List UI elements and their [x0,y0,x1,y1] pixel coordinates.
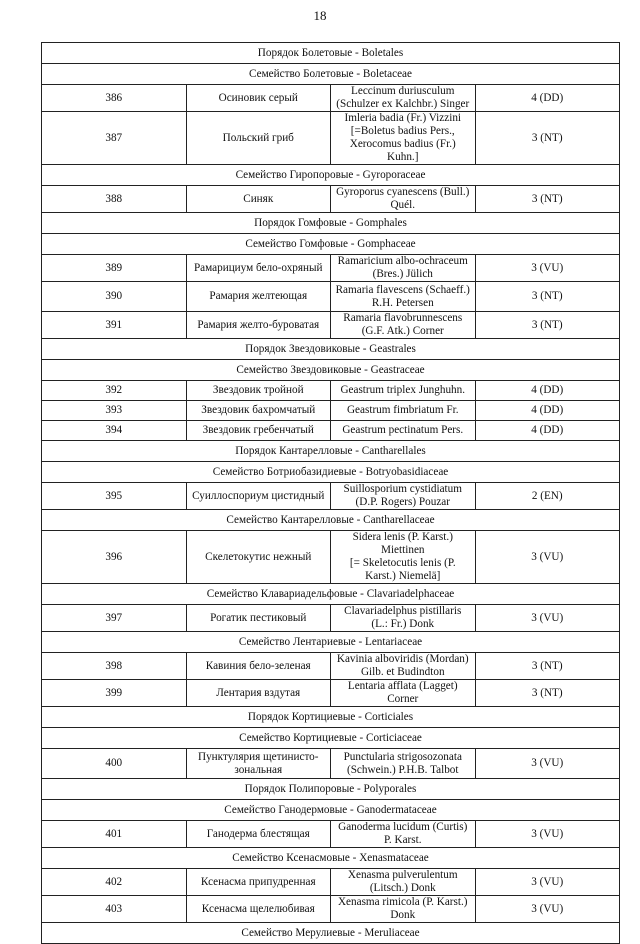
species-number: 387 [42,112,187,165]
species-number: 401 [42,821,187,848]
species-number: 399 [42,680,187,707]
species-status: 3 (VU) [475,749,620,779]
species-latin-name-line: Xerocomus badius (Fr.) Kuhn.] [349,138,456,163]
species-latin-name-line: Suillosporium cystidiatum (D.P. Rogers) Pouzar [343,483,462,508]
taxon-group-row [42,923,620,944]
taxon-group-row [42,165,620,186]
species-latin-name-line: Gyroporus cyanescens (Bull.) Quél. [336,186,470,211]
species-latin-name [331,282,476,312]
species-status: 3 (NT) [475,186,620,213]
species-latin-name [331,401,476,421]
species-latin-name-line: Ramaria flavescens (Schaeff.) [335,283,470,296]
species-row [42,680,620,707]
species-russian-name [186,653,331,680]
species-status: 3 (VU) [475,531,620,584]
taxon-group-title: Семейство Гомфовые - Gomphaceae [42,234,620,255]
species-status: 4 (DD) [475,381,620,401]
taxon-group-title: Семейство Ботриобазидиевые - Botryobasidiaceae [42,462,620,483]
species-latin-name [331,421,476,441]
species-latin-name-line: R.H. Petersen [371,296,434,309]
taxon-group-title: Семейство Мерулиевые - Meruliaceae [42,923,620,944]
species-latin-name-line: Ramaria flavobrunnescens (G.F. Atk.) Corner [343,312,463,337]
species-status: 2 (EN) [475,483,620,510]
species-russian-name-line: Суиллоспориум цистидный [192,489,325,502]
taxon-group-row [42,584,620,605]
species-latin-name [331,312,476,339]
species-latin-name [331,531,476,584]
species-number: 386 [42,85,187,112]
species-number: 394 [42,421,187,441]
species-russian-name-line: Ксенасма припудренная [200,875,316,888]
species-russian-name-line: Осиновик серый [218,91,298,104]
species-status: 3 (NT) [475,680,620,707]
taxon-group-row [42,360,620,381]
species-russian-name-line: Ксенасма щелелюбивая [201,902,315,915]
species-number: 396 [42,531,187,584]
species-latin-name [331,381,476,401]
taxon-group-title: Порядок Полипоровые - Polyporales [42,779,620,800]
species-russian-name-line: Польский гриб [222,131,294,144]
species-latin-name-line: Kavinia alboviridis (Mordan) Gilb. et Budindton [336,653,469,678]
species-number: 400 [42,749,187,779]
species-russian-name [186,401,331,421]
taxon-group-title: Порядок Кортициевые - Corticiales [42,707,620,728]
species-latin-name-line: Xenasma pulverulentum (Litsch.) Donk [347,869,458,894]
species-latin-name [331,680,476,707]
taxon-group-title: Порядок Звездовиковые - Geastrales [42,339,620,360]
species-row [42,821,620,848]
species-latin-name [331,653,476,680]
taxon-group-title: Семейство Звездовиковые - Geastraceae [42,360,620,381]
species-russian-name-line: Ганодерма блестящая [206,827,310,840]
taxon-group-title: Семейство Гиропоровые - Gyroporaceae [42,165,620,186]
species-row [42,605,620,632]
species-latin-name-line: Punctularia strigosozonata (Schwein.) P.H.B. Talbot [343,750,462,776]
species-number: 390 [42,282,187,312]
species-russian-name [186,869,331,896]
taxon-group-row [42,510,620,531]
species-latin-name-line: Imleria badia (Fr.) Vizzini [=Boletus badius Pers., [344,112,462,137]
taxon-group-title: Семейство Лентариевые - Lentariaceae [42,632,620,653]
species-russian-name-line: Рамария желтеющая [209,290,308,302]
species-number: 403 [42,896,187,923]
species-russian-name-line: Рамария желто-буроватая [197,318,320,331]
species-russian-name [186,483,331,510]
species-number: 391 [42,312,187,339]
species-number: 395 [42,483,187,510]
taxon-group-row [42,213,620,234]
species-russian-name-line: Рогатик пестиковый [210,611,307,624]
species-number: 397 [42,605,187,632]
taxon-group-title: Семейство Ганодермовые - Ganodermataceae [42,800,620,821]
species-latin-name [331,821,476,848]
page-number: 18 [313,8,327,23]
species-latin-name-line: Geastrum pectinatum Pers. [342,424,464,436]
species-latin-name [331,255,476,282]
taxon-group-row [42,707,620,728]
species-latin-name [331,483,476,510]
species-row [42,381,620,401]
species-russian-name [186,381,331,401]
species-number: 389 [42,255,187,282]
species-status: 3 (VU) [475,255,620,282]
taxon-group-row [42,43,620,64]
species-russian-name-line: Рамарициум бело-охряный [193,261,323,274]
species-russian-name-line: Лентария вздутая [216,686,301,699]
taxon-group-row [42,441,620,462]
species-row [42,312,620,339]
taxon-group-row [42,779,620,800]
taxon-group-title: Семейство Кантарелловые - Cantharellaceae [42,510,620,531]
species-russian-name [186,186,331,213]
species-latin-name-line: Xenasma rimicola (P. Karst.) Donk [337,896,468,921]
species-status: 3 (VU) [475,821,620,848]
species-latin-name [331,112,476,165]
species-row [42,653,620,680]
species-russian-name-line: Кавиния бело-зеленая [205,659,311,672]
species-russian-name-line: Пунктулярия щетинисто- [198,750,319,763]
species-row [42,186,620,213]
species-row [42,749,620,779]
species-russian-name-line: Звездовик тройной [212,384,304,396]
taxon-group-row [42,462,620,483]
species-number: 402 [42,869,187,896]
taxon-group-title: Семейство Болетовые - Boletaceae [42,64,620,85]
species-latin-name-line: [= Skeletocutis lenis (P. Karst.) Niemelä] [349,557,456,582]
species-latin-name [331,869,476,896]
species-status: 3 (NT) [475,312,620,339]
species-latin-name-line: Geastrum fimbriatum Fr. [346,404,459,416]
species-russian-name [186,896,331,923]
taxon-group-row [42,234,620,255]
species-latin-name-line: Ganoderma lucidum (Curtis) P. Karst. [338,821,468,846]
species-russian-name [186,112,331,165]
species-number: 392 [42,381,187,401]
species-status: 3 (VU) [475,605,620,632]
species-russian-name-line: Скелетокутис нежный [205,550,312,563]
species-status: 3 (VU) [475,869,620,896]
species-russian-name [186,749,331,779]
taxon-group-title: Порядок Гомфовые - Gomphales [42,213,620,234]
taxon-group-row [42,339,620,360]
species-russian-name-line: Синяк [243,192,274,205]
taxon-group-row [42,632,620,653]
species-russian-name [186,531,331,584]
species-status: 3 (NT) [475,653,620,680]
taxon-group-title: Семейство Клавариадельфовые - Clavariadelphaceae [42,584,620,605]
species-latin-name [331,605,476,632]
species-russian-name [186,605,331,632]
species-russian-name [186,255,331,282]
species-russian-name [186,821,331,848]
species-russian-name-line: Звездовик бахромчатый [201,404,316,416]
species-latin-name [331,85,476,112]
species-status: 3 (NT) [475,282,620,312]
species-latin-name-line: Lentaria afflata (Lagget) Corner [347,680,458,705]
species-latin-name-line: Ramaricium albo-ochraceum (Bres.) Jülich [337,255,468,280]
species-row [42,483,620,510]
taxon-group-row [42,64,620,85]
taxon-group-row [42,728,620,749]
species-latin-name-line: Sidera lenis (P. Karst.) Miettinen [352,531,453,556]
species-number: 398 [42,653,187,680]
species-status: 4 (DD) [475,421,620,441]
taxon-group-title: Семейство Ксенасмовые - Xenasmataceae [42,848,620,869]
species-row [42,85,620,112]
species-russian-name-line: зональная [234,763,283,776]
species-status: 3 (VU) [475,896,620,923]
taxon-group-title: Порядок Кантарелловые - Cantharellales [42,441,620,462]
species-row [42,112,620,165]
taxon-group-row [42,800,620,821]
species-latin-name-line: Geastrum triplex Junghuhn. [340,384,466,396]
species-status: 4 (DD) [475,401,620,421]
species-row [42,531,620,584]
species-status: 4 (DD) [475,85,620,112]
species-latin-name-line: Leccinum duriusculum (Schulzer ex Kalchbr.) Singer [336,85,470,110]
species-table-body [42,43,620,944]
species-number: 388 [42,186,187,213]
species-russian-name [186,680,331,707]
taxon-group-row [42,848,620,869]
species-row [42,255,620,282]
species-row [42,869,620,896]
species-row [42,401,620,421]
species-table [41,42,620,944]
species-russian-name [186,282,331,312]
species-russian-name [186,421,331,441]
species-latin-name [331,186,476,213]
species-latin-name-line: Clavariadelphus pistillaris (L.: Fr.) Donk [344,605,462,630]
species-row [42,896,620,923]
species-row [42,282,620,312]
species-number: 393 [42,401,187,421]
species-latin-name [331,749,476,779]
species-status: 3 (NT) [475,112,620,165]
species-russian-name [186,312,331,339]
species-russian-name [186,85,331,112]
species-row [42,421,620,441]
species-russian-name-line: Звездовик гребенчатый [202,424,314,436]
species-latin-name [331,896,476,923]
taxon-group-title: Семейство Кортициевые - Corticiaceae [42,728,620,749]
taxon-group-title: Порядок Болетовые - Boletales [42,43,620,64]
